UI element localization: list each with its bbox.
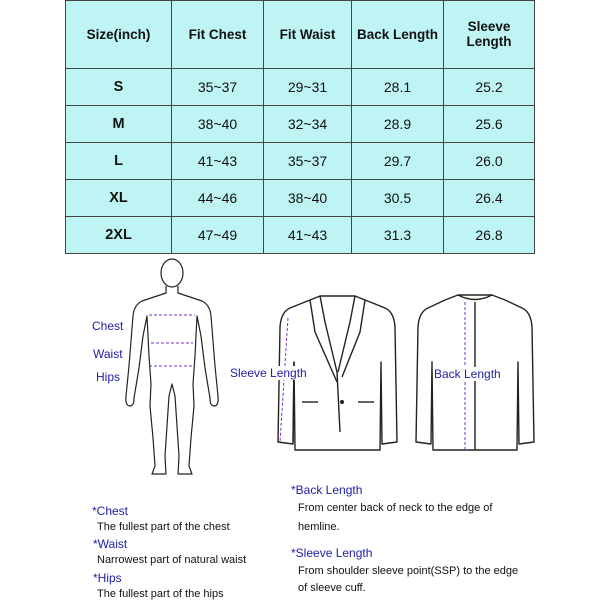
chest-desc-title: *Chest (92, 504, 129, 518)
fit-waist-cell: 41~43 (264, 216, 352, 253)
fit-chest-cell: 35~37 (172, 68, 264, 105)
waist-desc-title: *Waist (93, 537, 128, 551)
size-cell: S (66, 68, 172, 105)
header-back-length: Back Length (352, 1, 444, 69)
table-row (66, 216, 535, 253)
size-chart (65, 0, 534, 254)
size-cell: XL (66, 179, 172, 216)
body-figure-illustration (120, 256, 240, 481)
sleeve-length-cell: 26.4 (444, 179, 535, 216)
fit-chest-cell: 38~40 (172, 105, 264, 142)
body-label-chest: Chest (92, 319, 124, 333)
fit-chest-cell: 44~46 (172, 179, 264, 216)
header-fit-waist: Fit Waist (264, 1, 352, 69)
size-table (65, 0, 535, 254)
sleeve-length-cell: 26.8 (444, 216, 535, 253)
back-length-cell: 28.9 (352, 105, 444, 142)
table-row (66, 142, 535, 179)
size-cell: L (66, 142, 172, 179)
fit-waist-cell: 38~40 (264, 179, 352, 216)
size-cell: M (66, 105, 172, 142)
table-row (66, 68, 535, 105)
back-length-cell: 29.7 (352, 142, 444, 179)
header-sleeve-length: Sleeve Length (444, 1, 535, 69)
body-label-waist: Waist (93, 347, 123, 361)
chest-desc-text: The fullest part of the chest (97, 521, 230, 533)
sleeve-length-cell: 25.2 (444, 68, 535, 105)
table-row (66, 179, 535, 216)
sleeve-length-desc-line2: of sleeve cuff. (298, 582, 366, 594)
fit-chest-cell: 41~43 (172, 142, 264, 179)
table-row (66, 105, 535, 142)
fit-chest-cell: 47~49 (172, 216, 264, 253)
size-cell: 2XL (66, 216, 172, 253)
back-length-desc-title: *Back Length (291, 483, 363, 497)
jacket-label-back-length: Back Length (434, 367, 501, 381)
hips-desc-text: The fullest part of the hips (97, 588, 224, 600)
back-length-desc-line2: hemline. (298, 521, 340, 533)
sleeve-length-cell: 25.6 (444, 105, 535, 142)
jacket-label-sleeve-length: Sleeve Length (230, 366, 307, 380)
fit-waist-cell: 29~31 (264, 68, 352, 105)
hips-desc-title: *Hips (93, 571, 122, 585)
sleeve-length-desc-title: *Sleeve Length (291, 546, 373, 560)
sleeve-length-cell: 26.0 (444, 142, 535, 179)
back-length-cell: 28.1 (352, 68, 444, 105)
header-fit-chest: Fit Chest (172, 1, 264, 69)
sleeve-length-desc-line1: From shoulder sleeve point(SSP) to the edge (298, 565, 519, 577)
back-length-desc-line1: From center back of neck to the edge of (298, 502, 493, 514)
table-header-row (66, 1, 535, 69)
waist-desc-text: Narrowest part of natural waist (97, 554, 247, 566)
back-length-cell: 31.3 (352, 216, 444, 253)
back-length-cell: 30.5 (352, 179, 444, 216)
header-size: Size(inch) (66, 1, 172, 69)
body-label-hips: Hips (96, 370, 121, 384)
fit-waist-cell: 35~37 (264, 142, 352, 179)
fit-waist-cell: 32~34 (264, 105, 352, 142)
